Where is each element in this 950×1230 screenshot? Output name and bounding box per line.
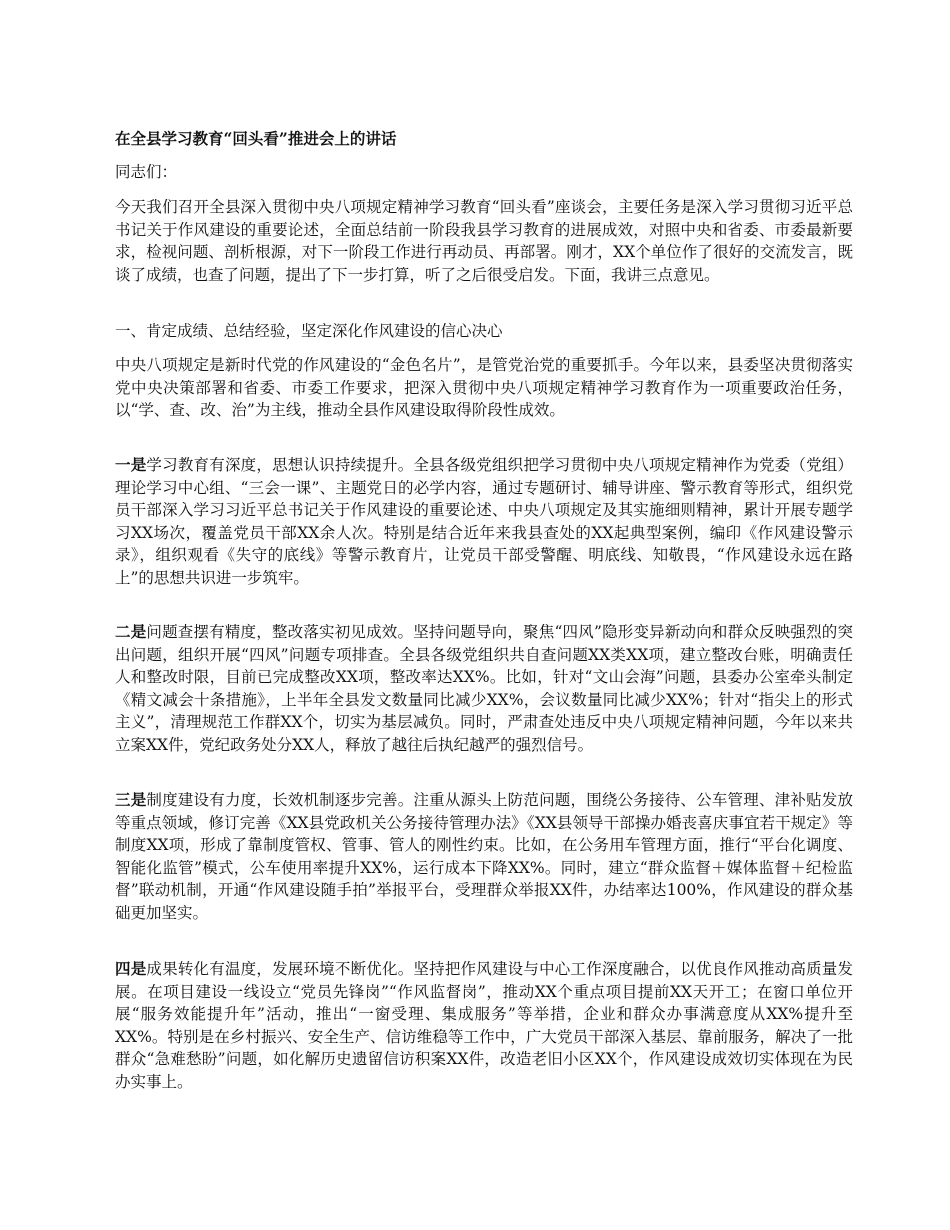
point-lead: 一是 xyxy=(115,455,147,474)
point-lead: 三是 xyxy=(115,790,147,809)
document-title: 在全县学习教育“回头看”推进会上的讲话 xyxy=(115,129,397,148)
intro-paragraph: 今天我们召开全县深入贯彻中央八项规定精神学习教育“回头看”座谈会，主要任务是深入学习贯彻习近平总书记关于作风建设的重要论述，全面总结前一阶段我县学习教育的进展成效，对照中央和省委、市委最新要求，检视问题、剖析根源，对下一阶段工作进行再动员、再部署。刚才，XX个单位作了很好的交流发言，既谈了成绩，也查了问题，提出了下一步打算，听了之后很受启发。下面，我讲三点意见。 xyxy=(115,198,853,284)
point-text: 学习教育有深度，思想认识持续提升。全县各级党组织把学习贯彻中央八项规定精神作为党委（党组）理论学习中心组、“三会一课”、主题党日的必学内容，通过专题研讨、辅导讲座、警示教育等形式，组织党员干部深入学习习近平总书记关于作风建设的重要论述、中央八项规定及其实施细则精神，累计开展专题学习XX场次，覆盖党员干部XX余人次。特别是结合近年来我县查处的XX起典型案例，编印《作风建设警示录》，组织观看《失守的底线》等警示教育片，让党员干部受警醒、明底线、知敬畏，“作风建设永远在路上”的思想共识进一步筑牢。 xyxy=(115,456,853,587)
point-paragraph-3 xyxy=(115,789,853,925)
point-paragraph-2 xyxy=(115,621,853,757)
salutation: 同志们： xyxy=(115,163,178,181)
point-text: 问题查摆有精度，整改落实初见成效。坚持问题导向，聚焦“四风”隐形变异新动向和群众反映强烈的突出问题，组织开展“四风”问题专项排查。全县各级党组织共自查问题XX类XX项，建立整改台账，明确责任人和整改时限，目前已完成整改XX项，整改率达XX%。比如，针对“文山会海”问题，县委办公室牵头制定《精文减会十条措施》，上半年全县发文数量同比减少XX%，会议数量同比减少XX%；针对“指尖上的形式主义”，清理规范工作群XX个，切实为基层减负。同时，严肃查处违反中央八项规定精神问题，今年以来共立案XX件，党纪政务处分XX人，释放了越往后执纪越严的强烈信号。 xyxy=(115,623,853,754)
point-text: 制度建设有力度，长效机制逐步完善。注重从源头上防范问题，围绕公务接待、公车管理、津补贴发放等重点领域，修订完善《XX县党政机关公务接待管理办法》《XX县领导干部操办婚丧喜庆事宜若干规定》等制度XX项，形成了靠制度管权、管事、管人的刚性约束。比如，在公务用车管理方面，推行“平台化调度、智能化监管”模式，公车使用率提升XX%，运行成本下降XX%。同时，建立“群众监督＋媒体监督＋纪检监督”联动机制，开通“作风建设随手拍”举报平台，受理群众举报XX件，办结率达100%，作风建设的群众基础更加坚实。 xyxy=(115,791,853,922)
point-lead: 二是 xyxy=(115,622,147,641)
section-intro-paragraph: 中央八项规定是新时代党的作风建设的“金色名片”，是管党治党的重要抓手。今年以来，县委坚决贯彻落实党中央决策部署和省委、市委工作要求，把深入贯彻中央八项规定精神学习教育作为一项重要政治任务，以“学、查、改、治”为主线，推动全县作风建设取得阶段性成效。 xyxy=(115,356,853,420)
point-paragraph-4 xyxy=(115,958,853,1094)
section-heading: 一、肯定成绩、总结经验，坚定深化作风建设的信心决心 xyxy=(115,322,503,340)
point-lead: 四是 xyxy=(115,959,147,978)
point-text: 成果转化有温度，发展环境不断优化。坚持把作风建设与中心工作深度融合，以优良作风推动高质量发展。在项目建设一线设立“党员先锋岗”“作风监督岗”，推动XX个重点项目提前XX天开工；在窗口单位开展“服务效能提升年”活动，推出“一窗受理、集成服务”等举措，企业和群众办事满意度从XX%提升至XX%。特别是在乡村振兴、安全生产、信访维稳等工作中，广大党员干部深入基层、靠前服务，解决了一批群众“急难愁盼”问题，如化解历史遗留信访积案XX件，改造老旧小区XX个，作风建设成效切实体现在为民办实事上。 xyxy=(115,960,853,1091)
point-paragraph-1 xyxy=(115,454,853,590)
